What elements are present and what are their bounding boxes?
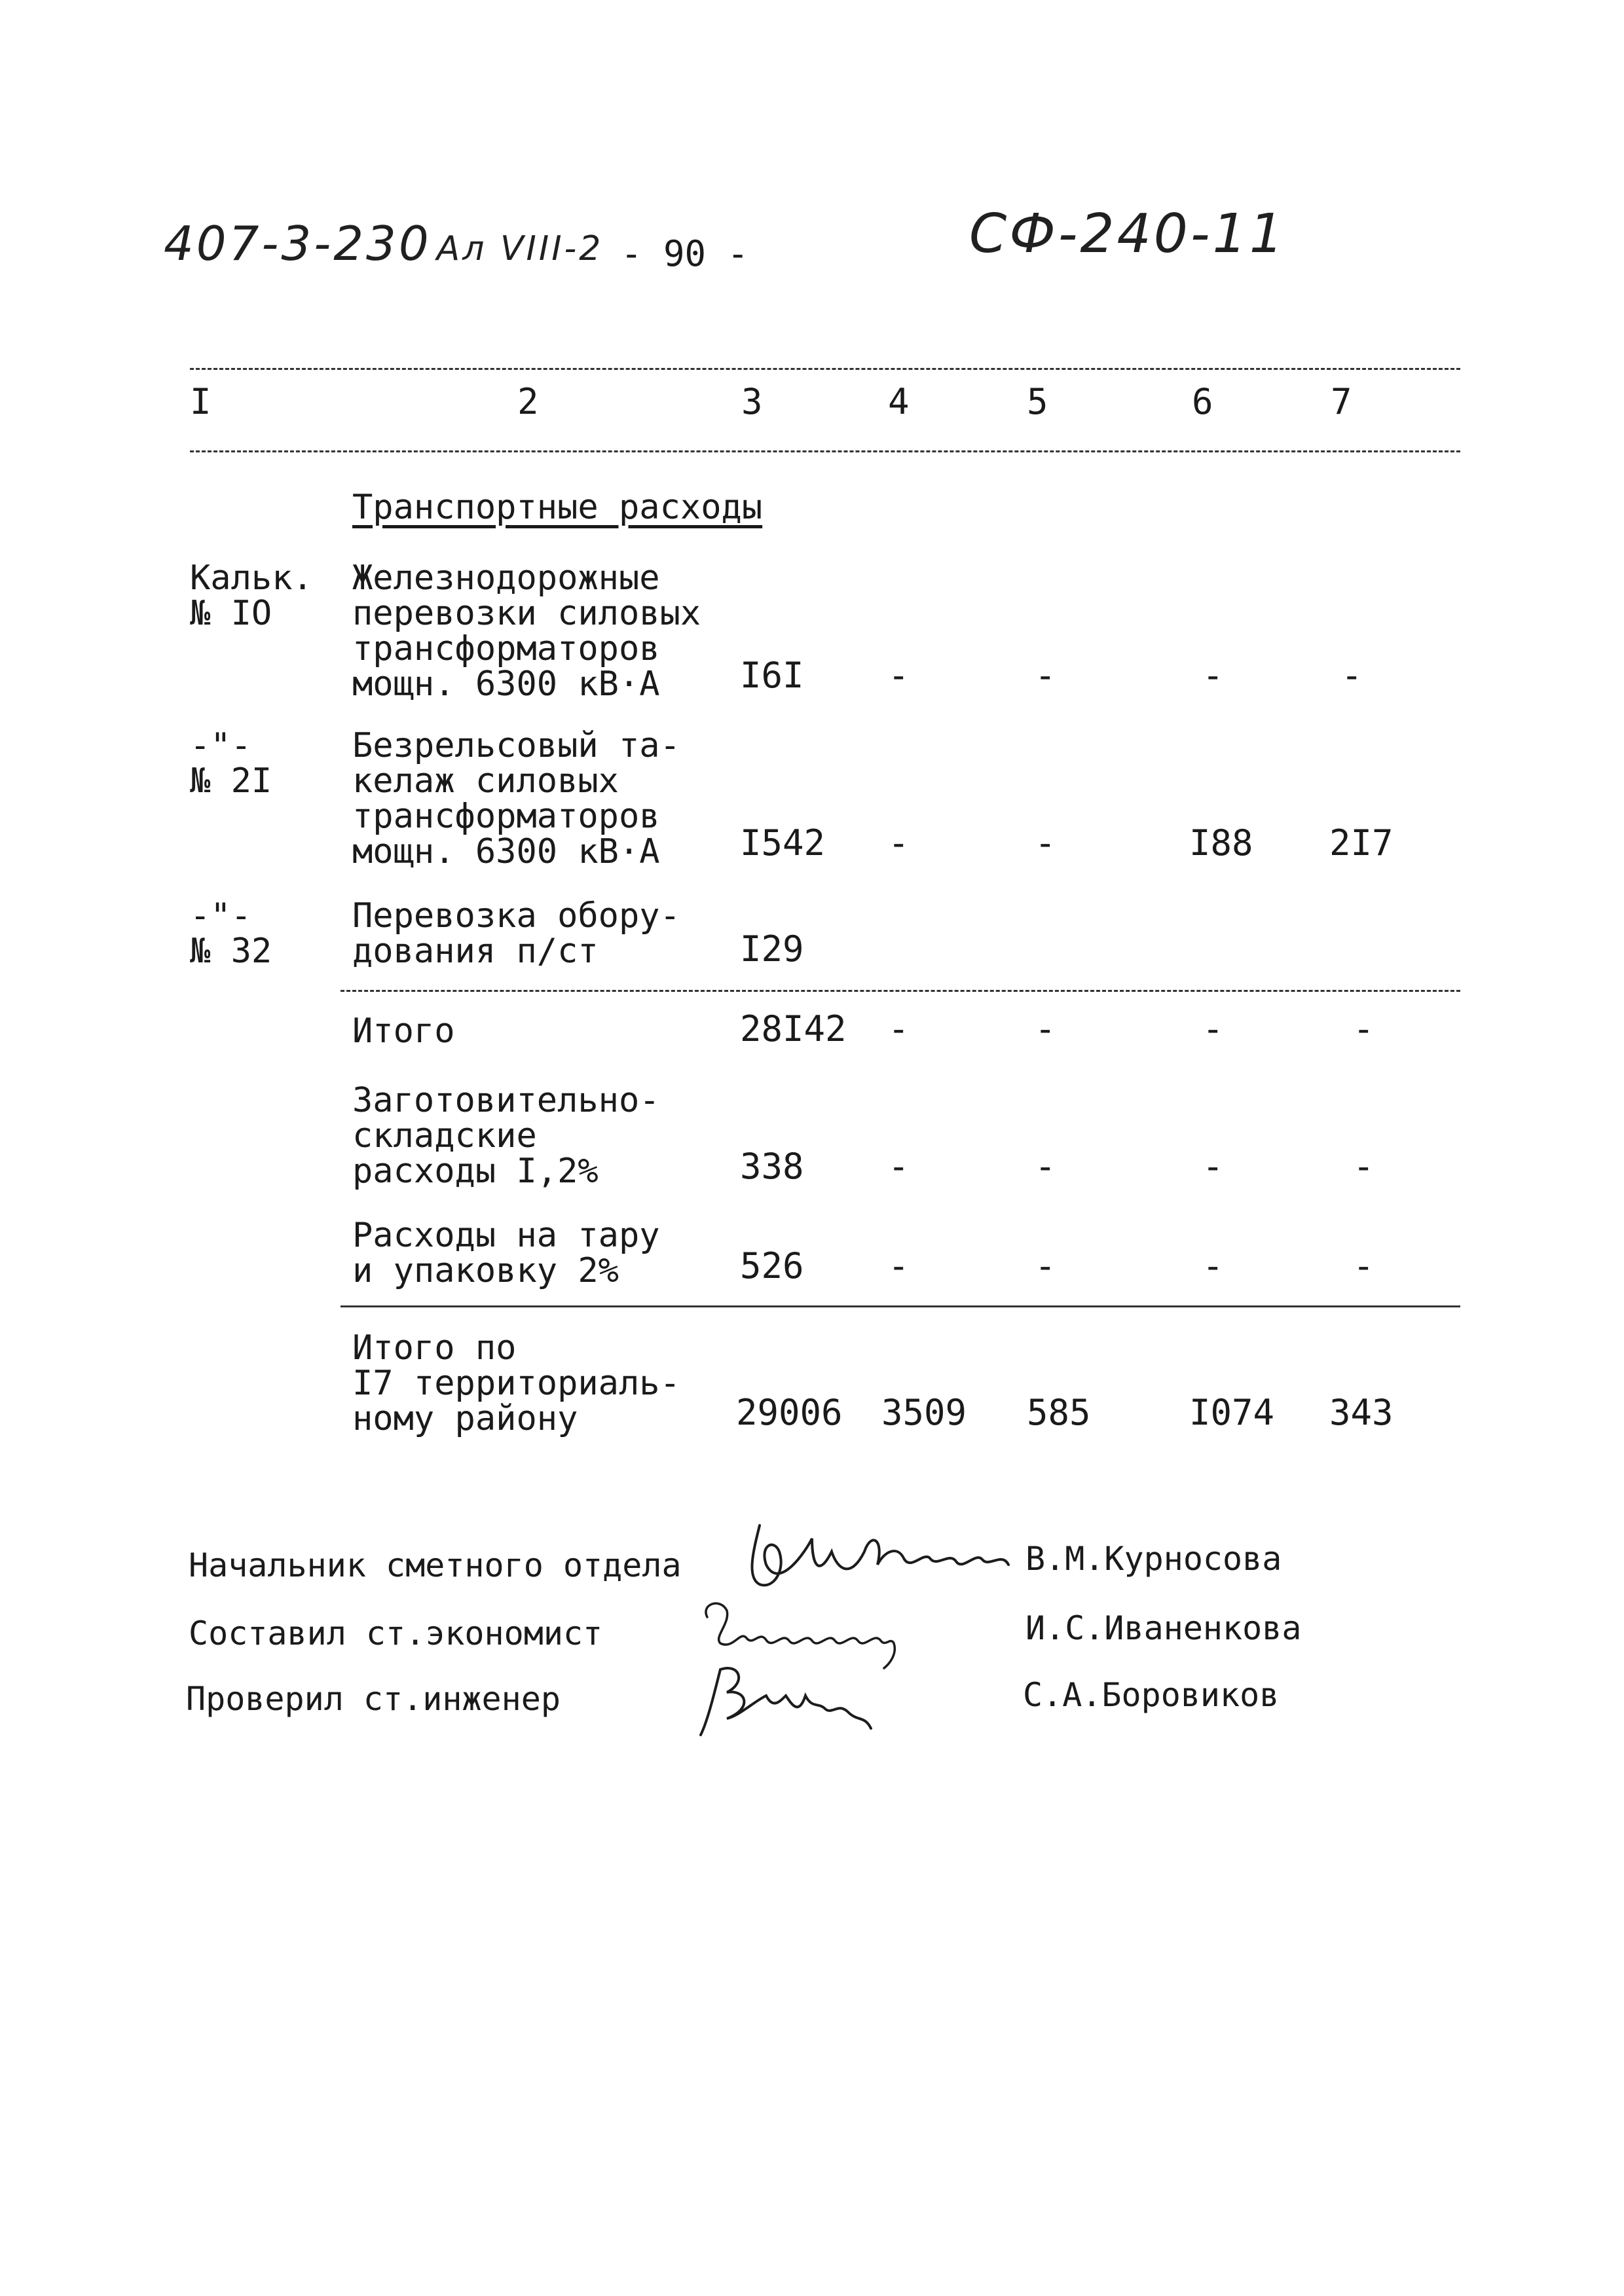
row-ref: -"- № 2I [190, 726, 272, 801]
table-header-rule [190, 450, 1460, 452]
total-rule [341, 1305, 1460, 1307]
page-number: - 90 - [621, 233, 749, 274]
signature-role: Составил ст.экономист [189, 1614, 603, 1652]
cell-col6: I88 [1189, 822, 1253, 864]
section-title: Транспортные расходы [352, 488, 763, 527]
subtotal-rule [341, 990, 1460, 992]
cell-col3: I29 [740, 928, 804, 970]
signature-name: В.М.Курносова [1025, 1540, 1282, 1578]
row-name: Безрельсовый та- келаж силовых трансформаторов мощн. 6300 кВ·А [352, 726, 680, 871]
row-name: Итого по I7 территориаль- ному району [352, 1328, 680, 1438]
cell-col5: - [1035, 822, 1056, 864]
document-code-main: 407-3-230 [164, 216, 432, 271]
cell-col6: - [1202, 1146, 1224, 1187]
cell-col3: 338 [740, 1146, 804, 1187]
cell-col4: - [888, 1008, 910, 1049]
column-header-2: 2 [517, 381, 539, 422]
cell-col3: 29006 [736, 1392, 843, 1433]
cell-col6: - [1202, 1008, 1224, 1049]
row-ref: Кальк. № IO [190, 558, 313, 633]
cell-col3: I542 [740, 822, 826, 864]
cell-col7: 2I7 [1329, 822, 1393, 864]
row-ref: -"- № 32 [190, 896, 272, 971]
cell-col7: 343 [1329, 1392, 1393, 1433]
column-header-5: 5 [1027, 381, 1048, 422]
column-header-1: I [190, 381, 212, 422]
signature-name: С.А.Боровиков [1023, 1676, 1280, 1714]
cell-col5: - [1035, 1146, 1056, 1187]
cell-col4: - [888, 822, 910, 864]
column-header-4: 4 [888, 381, 910, 422]
cell-col3: 28I42 [740, 1008, 847, 1049]
cell-col5: - [1035, 1008, 1056, 1049]
cell-col7: - [1341, 655, 1363, 696]
cell-col7: - [1353, 1146, 1375, 1187]
cell-col6: - [1202, 1245, 1224, 1286]
cell-col7: - [1353, 1245, 1375, 1286]
row-name: Заготовительно- складские расходы I,2% [352, 1081, 660, 1191]
cell-col5: - [1035, 1245, 1056, 1286]
cell-col5: 585 [1027, 1392, 1091, 1433]
cell-col3: I6I [740, 655, 804, 696]
handwritten-signature-3 [681, 1656, 891, 1748]
cell-col4: - [888, 1245, 910, 1286]
row-name: Железнодорожные перевозки силовых трансформаторов мощн. 6300 кВ·А [352, 558, 701, 704]
cell-col4: - [888, 1146, 910, 1187]
sheet-code: СФ-240-11 [969, 203, 1286, 265]
document-code-suffix: Ал VIII-2 [436, 229, 604, 268]
cell-col4: - [888, 655, 910, 696]
cell-col7: - [1353, 1008, 1375, 1049]
document-code [164, 216, 603, 271]
cell-col5: - [1035, 655, 1056, 696]
cell-col6: - [1202, 655, 1224, 696]
column-header-7: 7 [1331, 381, 1352, 422]
column-header-3: 3 [741, 381, 763, 422]
signature-name: И.С.Иваненкова [1025, 1609, 1302, 1647]
cell-col3: 526 [740, 1245, 804, 1286]
table-top-rule [190, 368, 1460, 370]
row-name: Перевозка обору- дования п/ст [352, 896, 680, 971]
row-name: Расходы на тару и упаковку 2% [352, 1216, 660, 1290]
cell-col6: I074 [1189, 1392, 1275, 1433]
column-header-6: 6 [1192, 381, 1213, 422]
row-name: Итого [352, 1011, 455, 1051]
signature-role: Начальник сметного отдела [189, 1546, 682, 1584]
signature-role: Проверил ст.инженер [186, 1680, 561, 1718]
handwritten-signature-1 [733, 1512, 1022, 1604]
cell-col4: 3509 [881, 1392, 967, 1433]
